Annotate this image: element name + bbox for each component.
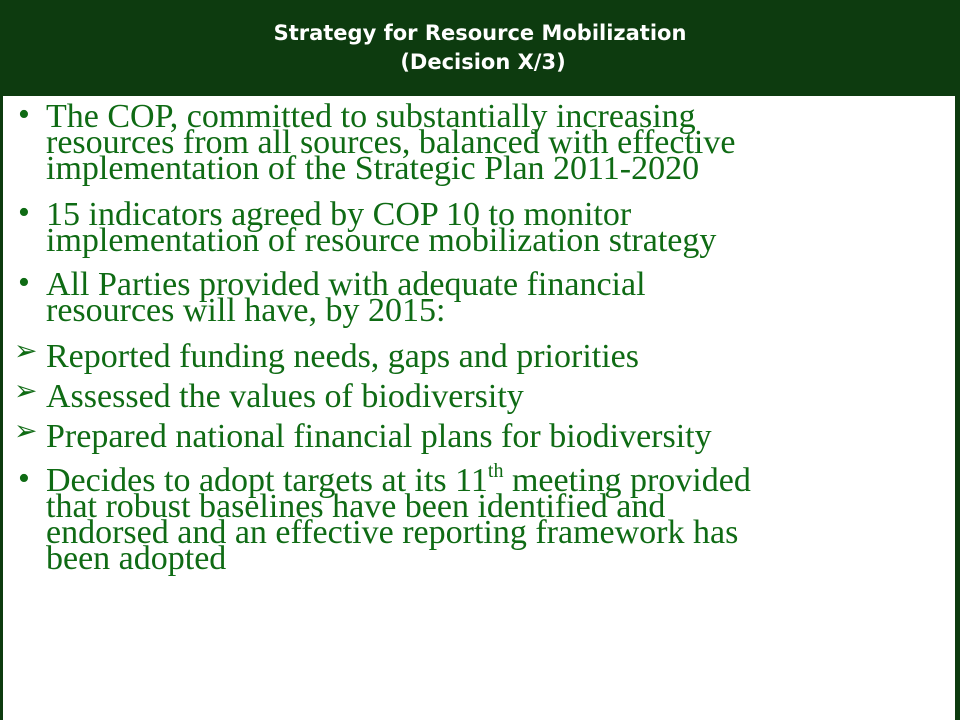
arrow-item: [0, 338, 955, 376]
arrow-item: [0, 418, 955, 456]
arrow-item-text: Prepared national financial plans for biodiversity: [46, 418, 712, 455]
bullet-item: [0, 264, 955, 330]
bullet-line: All Parties provided with adequate financial: [46, 266, 646, 303]
arrow-bullet-icon: ➢: [14, 376, 38, 407]
arrow-item-text: Reported funding needs, gaps and priorities: [46, 338, 639, 375]
bullet-line: that robust baselines have been identified and: [46, 488, 666, 525]
bullet-text: Decides to adopt targets at its 11: [46, 462, 488, 499]
slide-header: [0, 0, 960, 96]
bullet-line: been adopted: [46, 540, 227, 577]
bullet-line: implementation of resource mobilization strategy: [46, 222, 717, 259]
bullet-text: meeting provided: [503, 462, 751, 499]
slide-subtitle: (Decision X/3): [400, 50, 566, 74]
bullet-item: [0, 96, 955, 188]
ordinal-suffix: th: [487, 460, 504, 482]
arrow-item: [0, 378, 955, 416]
bullet-marker: •: [18, 194, 30, 231]
bullet-line: The COP, committed to substantially increasing: [46, 98, 696, 135]
right-border: [955, 96, 960, 720]
arrow-item-text: Assessed the values of biodiversity: [46, 378, 524, 415]
bullet-marker: •: [18, 96, 30, 133]
bullet-marker: •: [18, 264, 30, 301]
bullet-line: 15 indicators agreed by COP 10 to monitor: [46, 196, 632, 233]
bullet-line: implementation of the Strategic Plan 2011-2020: [46, 150, 700, 187]
bullet-line: resources from all sources, balanced with effective: [46, 124, 736, 161]
slide-title: Strategy for Resource Mobilization: [273, 21, 687, 45]
bullet-marker: •: [18, 460, 30, 497]
bullet-item: [0, 460, 955, 578]
arrow-bullet-icon: ➢: [14, 336, 38, 367]
bullet-line: resources will have, by 2015:: [46, 292, 446, 329]
bullet-item: [0, 194, 955, 260]
arrow-bullet-icon: ➢: [14, 416, 38, 447]
bullet-line: endorsed and an effective reporting framework has: [46, 514, 739, 551]
slide-body: [0, 96, 955, 578]
